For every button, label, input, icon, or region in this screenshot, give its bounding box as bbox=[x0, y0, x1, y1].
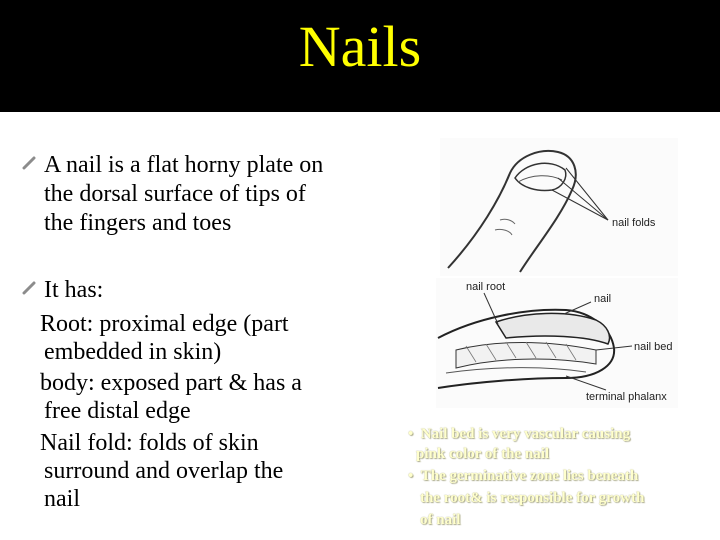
note-bullet: • bbox=[408, 426, 414, 442]
bullet-stroke-icon bbox=[22, 156, 36, 170]
slide-title: Nails bbox=[298, 14, 422, 79]
note-2-line-2: the root& is responsible for growth bbox=[420, 490, 645, 506]
definition-line-1: A nail is a flat horny plate on bbox=[44, 152, 324, 178]
label-terminal-phalanx: terminal phalanx bbox=[586, 391, 667, 403]
note-1-line-2: pink color of the nail bbox=[416, 446, 550, 462]
definition-line-2: the dorsal surface of tips of bbox=[44, 181, 306, 207]
label-nail-root: nail root bbox=[466, 281, 506, 293]
part-line-7: nail bbox=[44, 486, 80, 512]
definition-line-3: the fingers and toes bbox=[44, 210, 232, 236]
nail-cross-section-illustration bbox=[436, 278, 678, 408]
note-1-line-1: • Nail bed is very vascular causing bbox=[408, 426, 631, 442]
fingertip-illustration bbox=[440, 138, 678, 276]
part-line-6: surround and overlap the bbox=[44, 458, 284, 484]
note-2-line-3: of nail bbox=[420, 512, 461, 528]
note-bullet: • bbox=[408, 468, 414, 484]
has-label: It has: bbox=[44, 277, 104, 303]
part-line-4: free distal edge bbox=[44, 398, 191, 424]
label-nail-folds: nail folds bbox=[612, 217, 656, 229]
bullet-stroke-icon bbox=[22, 281, 36, 295]
label-nail: nail bbox=[594, 293, 612, 305]
note-2-line-1: • The germinative zone lies beneath bbox=[408, 468, 639, 484]
part-line-5: Nail fold: folds of skin bbox=[40, 430, 259, 456]
part-line-2: embedded in skin) bbox=[44, 339, 222, 365]
part-line-3: body: exposed part & has a bbox=[40, 370, 302, 396]
label-nail-bed: nail bed bbox=[634, 341, 673, 353]
part-line-1: Root: proximal edge (part bbox=[40, 311, 289, 337]
